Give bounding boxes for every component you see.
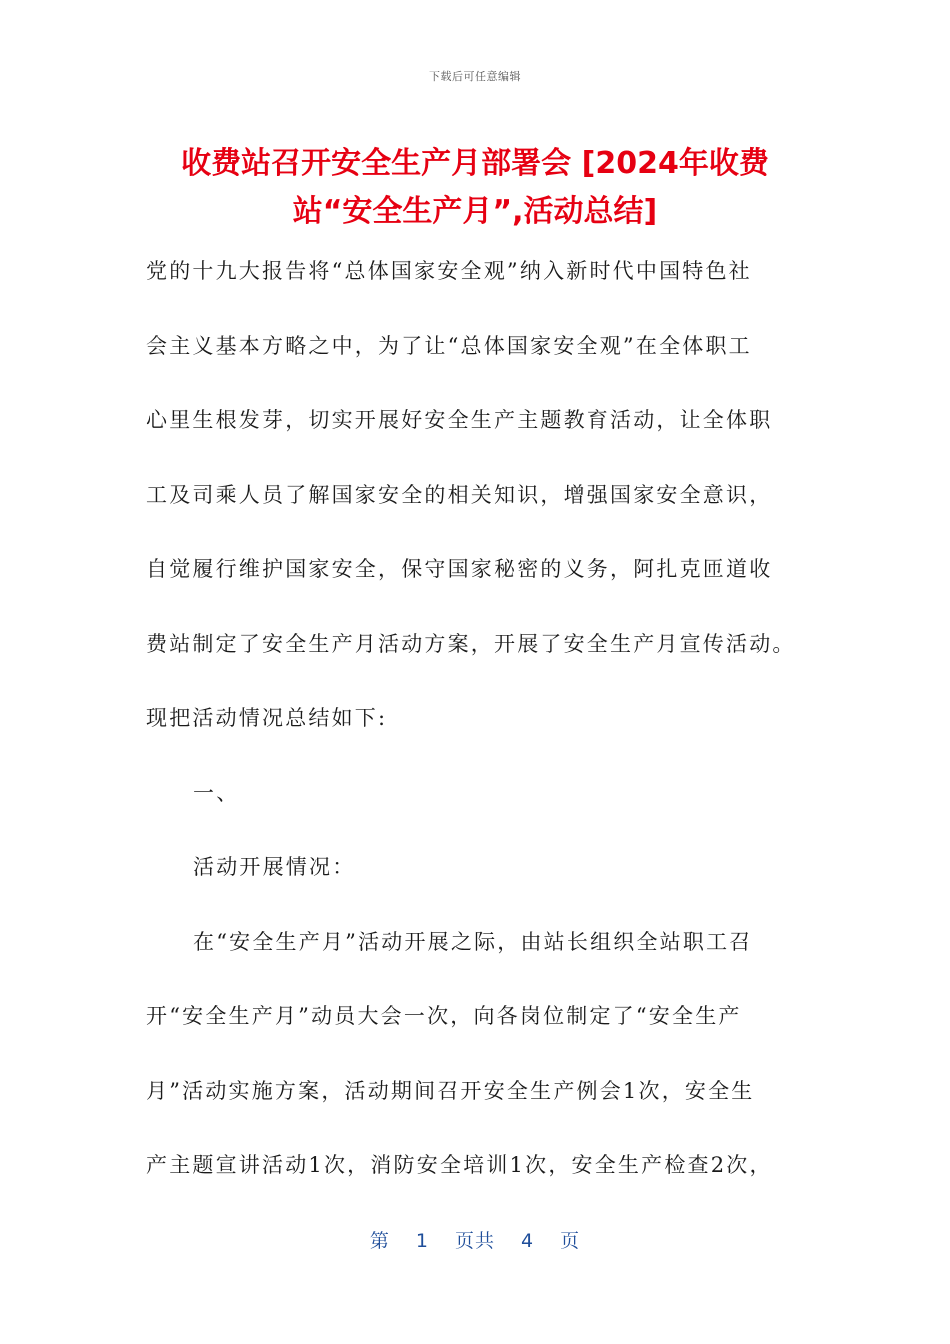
footer-suffix: 页 (560, 1230, 581, 1252)
body-line: 工及司乘人员了解国家安全的相关知识，增强国家安全意识， (146, 483, 773, 507)
body-line: 产主题宣讲活动1次，消防安全培训1次，安全生产检查2次， (146, 1153, 773, 1177)
title-line-1: 收费站召开安全生产月部署会 [2024年收费 (181, 146, 769, 181)
footer-current-page: 1 (415, 1230, 429, 1252)
document-title (120, 140, 830, 236)
body-line: 心里生根发芽，切实开展好安全生产主题教育活动，让全体职 (146, 408, 773, 432)
body-line: 费站制定了安全生产月活动方案，开展了安全生产月宣传活动。 (146, 632, 796, 656)
body-line: 开“安全生产月”动员大会一次，向各岗位制定了“安全生产 (146, 1004, 742, 1028)
title-line-2: 站“安全生产月”,活动总结] (292, 194, 658, 229)
body-line: 自觉履行维护国家安全，保守国家秘密的义务，阿扎克匝道收 (146, 557, 773, 581)
body-line: 现把活动情况总结如下: (146, 706, 388, 730)
body-line: 会主义基本方略之中，为了让“总体国家安全观”在全体职工 (146, 334, 752, 358)
body-line: 月”活动实施方案，活动期间召开安全生产例会1次，安全生 (146, 1079, 755, 1103)
footer-prefix: 第 (369, 1230, 390, 1252)
header-note: 下载后可任意编辑 (429, 70, 521, 83)
section-heading-number: 一、 (193, 781, 240, 805)
body-line: 党的十九大报告将“总体国家安全观”纳入新时代中国特色社 (146, 259, 752, 283)
footer-total-pages: 4 (521, 1230, 535, 1252)
section-heading: 活动开展情况： (193, 855, 356, 879)
page-footer (0, 1226, 950, 1253)
body-line: 在“安全生产月”活动开展之际，由站长组织全站职工召 (193, 930, 753, 954)
footer-middle: 页共 (454, 1230, 495, 1252)
